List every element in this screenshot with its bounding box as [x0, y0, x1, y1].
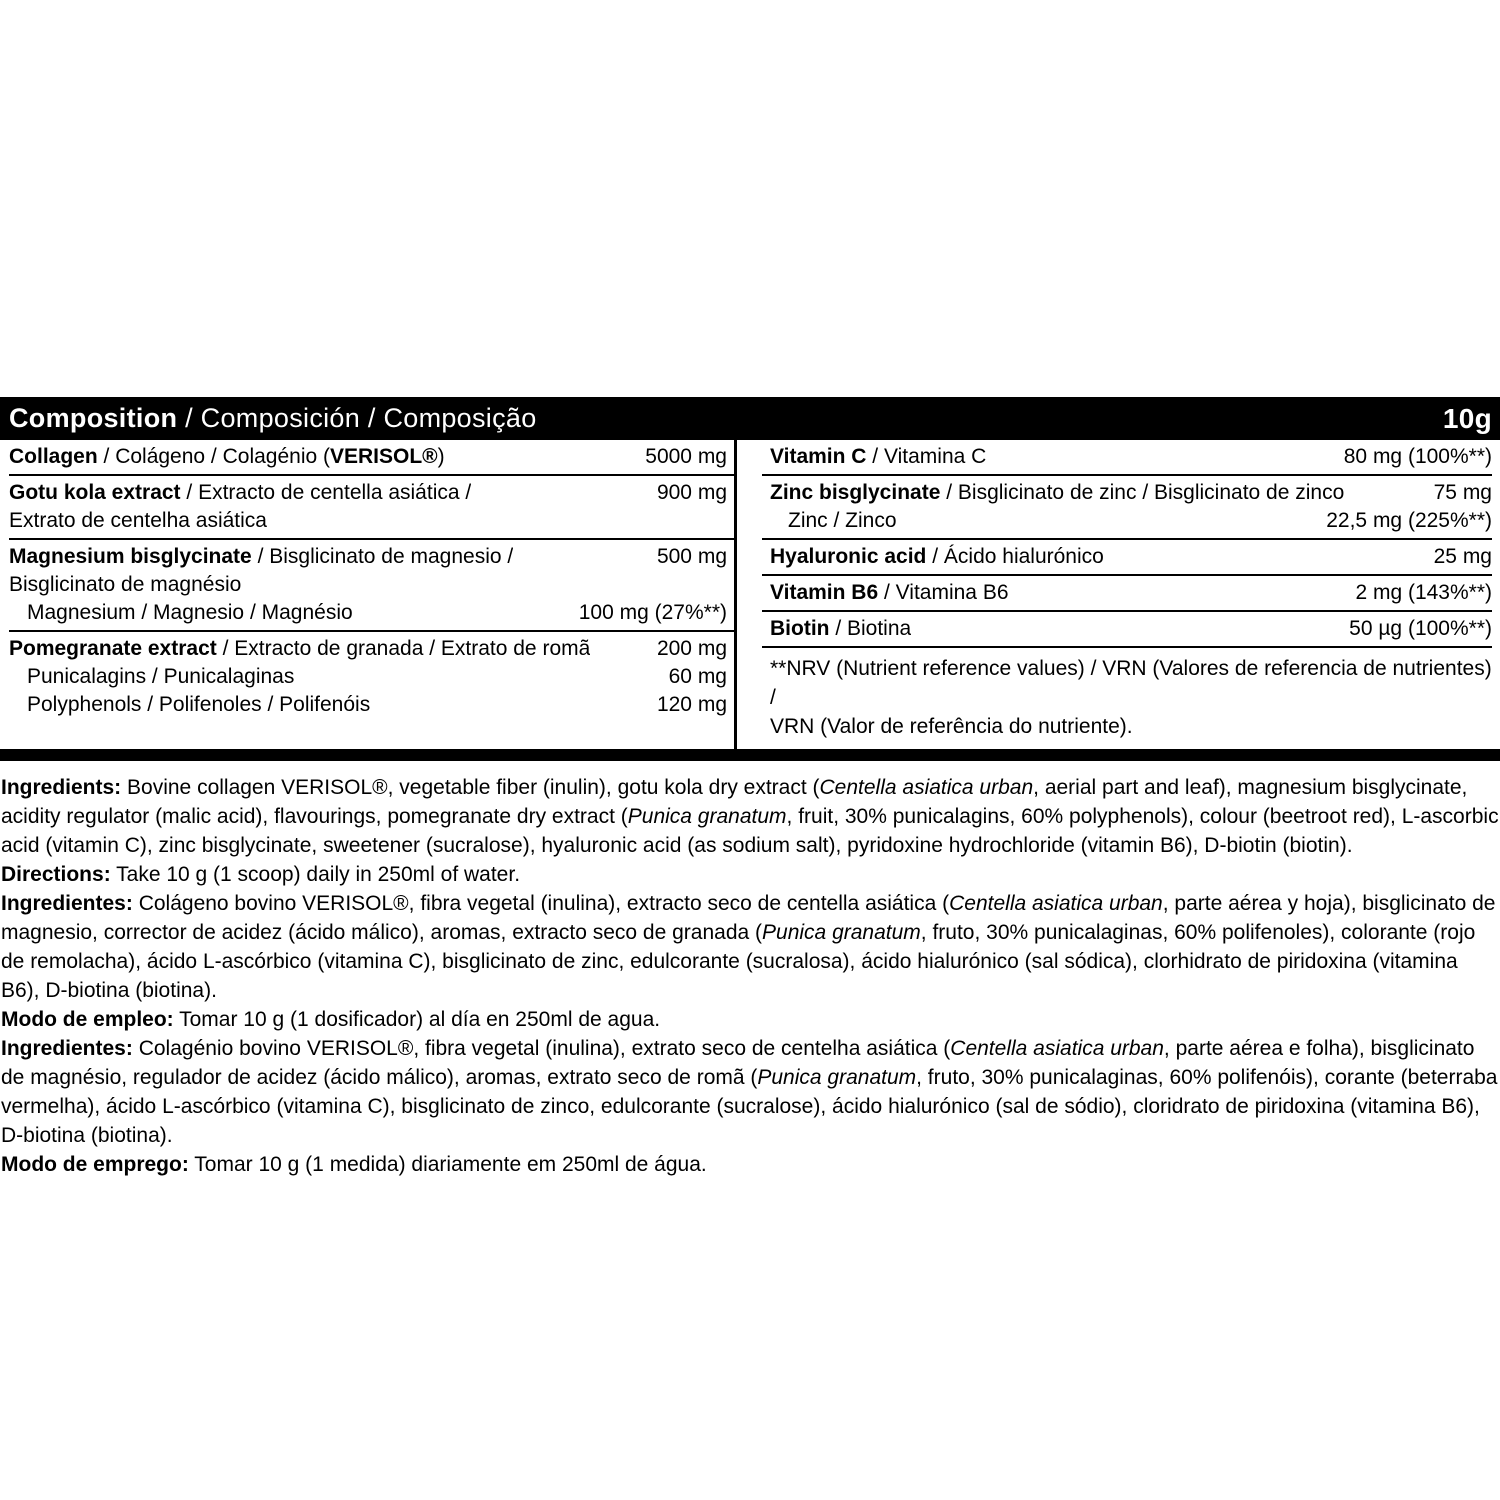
collagen-value: 5000 mg: [645, 445, 727, 468]
magnesium-line2: Bisglicinato de magnésio: [9, 573, 242, 596]
composition-label: [0, 397, 1500, 1179]
gotu-kola-line2: Extrato de centelha asiática: [9, 509, 267, 532]
punicalagins-name: Punicalagins / Punicalaginas: [27, 665, 295, 688]
pomegranate-value: 200 mg: [656, 637, 727, 660]
row-collagen: Collagen / Colágeno / Colagénio (VERISOL®) 5000 mg: [9, 440, 734, 476]
magnesium-sub-name: Magnesium / Magnesio / Magnésio: [27, 601, 353, 624]
row-zinc: Zinc bisglycinate / Bisglicinato de zinc / Bisglicinato de zinco 75 mg Zinc / Zinco 22,5 mg (225%**): [762, 476, 1492, 540]
polyphenols-name: Polyphenols / Polifenoles / Polifenóis: [27, 693, 371, 716]
zinc-sub-name: Zinc / Zinco: [788, 509, 897, 532]
row-gotu-kola: Gotu kola extract / Extracto de centella asiática / 900 mg Extrato de centelha asiática: [9, 476, 734, 540]
gotu-kola-value: 900 mg: [656, 481, 727, 504]
hyaluronic-value: 25 mg: [1433, 545, 1492, 568]
polyphenols-value: 120 mg: [656, 693, 727, 716]
nrv-footnote: **NRV (Nutrient reference values) / VRN (Valores de referencia de nutrientes) / VRN (Valor de referência do nutriente).: [770, 657, 1492, 738]
serving-size: 10g: [1442, 402, 1492, 434]
ingredients-pt: Ingredientes: Colagénio bovino VERISOL®, fibra vegetal (inulina), extrato seco de centelha asiática (Centella asiatica urban, parte aérea e folha), bisglicinato de magnésio, regulador de acidez (ácido málico), aromas, extrato seco de romã (Punica granatum, fruto, 30% punicalaginas, 60% polifenóis), corante (beterraba vermelha), ácido L-ascórbico (vitamina C), bisglicinato de zinco, edulcorante (sucralose), ácido hialurónico (sal de sódio), cloridrato de piridoxina (vitamina B6), D-biotina (biotina).: [1, 1037, 1498, 1147]
ingredients-es: Ingredientes: Colágeno bovino VERISOL®, fibra vegetal (inulina), extracto seco de centella asiática (Centella asiatica urban, parte aérea y hoja), bisglicinato de magnesio, corrector de acidez (ácido málico), aromas, extracto seco de granada (Punica granatum, fruto, 30% punicalaginas, 60% polifenoles), colorante (rojo de remolacha), ácido L-ascórbico (vitamina C), bisglicinato de zinc, edulcorante (sucralosa), ácido hialurónico (sal sódica), clorhidrato de piridoxina (vitamina B6), D-biotina (biotina).: [1, 892, 1496, 1002]
ingredients-text: [0, 761, 1500, 1179]
biotin-value: 50 µg (100%**): [1349, 617, 1492, 640]
composition-title: Composition / Composición / Composição: [9, 403, 537, 433]
composition-table: [0, 440, 1500, 761]
row-hyaluronic: Hyaluronic acid / Ácido hialurónico 25 mg: [762, 540, 1492, 576]
composition-header: [0, 397, 1500, 440]
vitamin-b6-value: 2 mg (143%**): [1355, 581, 1492, 604]
magnesium-value: 500 mg: [656, 545, 727, 568]
directions-en: Directions: Take 10 g (1 scoop) daily in 250ml of water.: [1, 863, 521, 886]
left-column: [0, 440, 737, 749]
zinc-value: 75 mg: [1433, 481, 1492, 504]
ingredients-en: Ingredients: Bovine collagen VERISOL®, vegetable fiber (inulin), gotu kola dry extract (Centella asiatica urban, aerial part and leaf), magnesium bisglycinate, acidity regulator (malic acid), flavourings, pomegranate dry extract (Punica granatum, fruit, 30% punicalagins, 60% polyphenols), colour (beetroot red), L-ascorbic acid (vitamin C), zinc bisglycinate, sweetener (sucralose), hyaluronic acid (as sodium salt), pyridoxine hydrochloride (vitamin B6), D-biotin (biotin).: [1, 776, 1499, 857]
punicalagins-value: 60 mg: [668, 665, 727, 688]
directions-es: Modo de empleo: Tomar 10 g (1 dosificador) al día en 250ml de agua.: [1, 1008, 661, 1031]
right-column: [762, 440, 1500, 749]
magnesium-sub-value: 100 mg (27%**): [578, 601, 727, 624]
row-biotin: Biotin / Biotina 50 µg (100%**): [762, 612, 1492, 648]
row-pomegranate: Pomegranate extract / Extracto de granada / Extrato de romã 200 mg Punicalagins / Punicalaginas 60 mg Polyphenols / Polifenoles / Polifenóis 120 mg: [9, 632, 734, 722]
row-magnesium: Magnesium bisglycinate / Bisglicinato de magnesio / 500 mg Bisglicinato de magnésio Magnesium / Magnesio / Magnésio 100 mg (27%**): [9, 540, 734, 632]
zinc-sub-value: 22,5 mg (225%**): [1326, 509, 1492, 532]
vitamin-c-value: 80 mg (100%**): [1343, 445, 1492, 468]
directions-pt: Modo de emprego: Tomar 10 g (1 medida) diariamente em 250ml de água.: [1, 1153, 707, 1176]
row-vitamin-b6: Vitamin B6 / Vitamina B6 2 mg (143%**): [762, 576, 1492, 612]
row-vitamin-c: Vitamin C / Vitamina C 80 mg (100%**): [762, 440, 1492, 476]
